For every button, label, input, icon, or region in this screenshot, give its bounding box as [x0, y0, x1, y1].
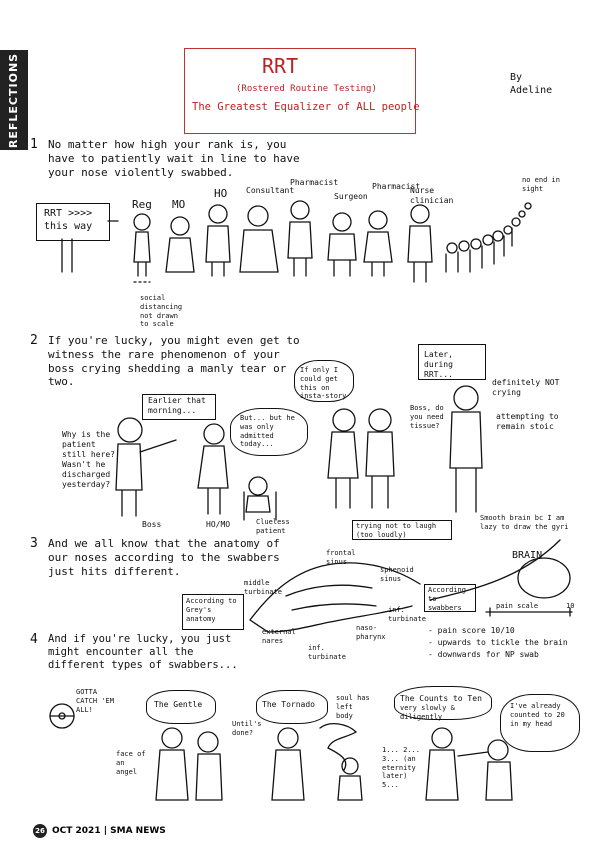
smooth-brain-note: Smooth brain bc I am lazy to draw the gyri [480, 514, 569, 531]
brain-label: BRAIN [512, 550, 543, 561]
tissue-speech: Boss, do you need tissue? [410, 404, 444, 430]
section-tab-label: REFLECTIONS [7, 52, 21, 148]
section-3-number: 3 [30, 536, 38, 551]
angel-note: face of an angel [116, 750, 146, 776]
role-ho: HO [214, 187, 228, 200]
role-nurse-clinician: Nurse clinician [410, 186, 454, 205]
section-4-text: And if you're lucky, you just might encounter all the different types of swabbers... [48, 633, 238, 672]
swabbers-label: According to swabbers [428, 586, 466, 612]
boss-speech: Why is the patient still here? Wasn't he discharged yesterday? [62, 430, 115, 489]
section-2-number: 2 [30, 333, 38, 348]
laugh-note: trying not to laugh (too loudly) [356, 522, 437, 539]
middle-turbinate-label: middle turbinate [244, 579, 282, 596]
note-upwards: - upwards to tickle the brain [428, 638, 568, 647]
role-pharmacist-1: Pharmacist [290, 178, 339, 187]
section-2-figures [116, 386, 482, 520]
frontal-sinus-label: frontal sinus [326, 549, 356, 566]
queue-figures [134, 201, 531, 282]
inf-turbinate-label-left: inf. turbinate [308, 644, 346, 661]
nose-anatomy-drawing [250, 540, 575, 632]
label-ho-mo: HO/MO [206, 520, 231, 529]
role-reg: Reg [132, 198, 152, 211]
issue-label: OCT 2021 | SMA NEWS [52, 826, 166, 836]
label-patient: Clueless patient [256, 518, 290, 535]
pain-scale-label: pain scale [496, 602, 539, 610]
ho-speech: But... but he was only admitted today... [240, 414, 295, 449]
role-mo: MO [172, 198, 186, 211]
role-consultant: Consultant [246, 186, 295, 195]
title-tagline: The Greatest Equalizer of ALL people [192, 101, 420, 113]
section-3-text: And we all know that the anatomy of our noses according to the swabbers just hits different. [48, 537, 280, 578]
queue-end-note: no end in sight [522, 176, 560, 193]
inf-turbinate-label-right: inf. turbinate [388, 606, 426, 623]
pain-scale-max: 10 [566, 602, 575, 610]
section-2-text: If you're lucky, you might even get to witness the rare phenomenon of your boss crying shedding a manly tear or two. [48, 334, 300, 389]
title-subtitle: (Rostered Routine Testing) [236, 84, 377, 94]
role-surgeon: Surgeon [334, 192, 368, 201]
sign-post [62, 221, 118, 272]
section-4-figures [156, 724, 512, 800]
rrt-sign-text: RRT >>>> this way [44, 208, 93, 232]
section-1-text: No matter how high your rank is, you have to patiently wait in line to have your nose violently swabbed. [48, 138, 300, 179]
pokeball-caption: GOTTA CATCH 'EM ALL! [76, 688, 114, 714]
thought-text: If only I could get this on insta-story [300, 366, 347, 401]
pokeball-icon [50, 704, 74, 728]
type-gentle: The Gentle [154, 700, 203, 709]
type-tornado: The Tornado [262, 700, 315, 709]
page-footer [33, 824, 166, 838]
title-main: RRT [262, 54, 299, 78]
role-pharmacist-2: Pharmacist [372, 182, 421, 191]
already-counted: I've already counted to 20 in my head [510, 702, 565, 728]
type-counts: The Counts to Ten [400, 694, 482, 703]
byline: By Adeline [510, 72, 553, 96]
nasopharynx-label: naso-pharynx [356, 624, 386, 641]
eternity-count: 1... 2... 3... (an eternity later) 5... [382, 746, 420, 789]
label-boss: Boss [142, 520, 162, 529]
social-distancing-note: social distancing not drawn to scale [140, 294, 183, 329]
earlier-text: Earlier that morning... [148, 396, 206, 415]
page-number: 26 [33, 824, 47, 838]
sphenoid-sinus-label: sphenoid sinus [380, 566, 414, 583]
not-crying-note: definitely NOT crying [492, 378, 560, 397]
external-nares-label: external nares [262, 628, 296, 645]
later-text: Later, during RRT... [424, 350, 453, 379]
stoic-note: attempting to remain stoic [496, 412, 559, 431]
gentle-question: Until's done? [232, 720, 262, 737]
counts-note: very slowly & diligently [400, 704, 455, 721]
note-pain-score: - pain score 10/10 [428, 626, 515, 635]
section-1-number: 1 [30, 137, 38, 152]
section-4-number: 4 [30, 632, 38, 647]
greys-anatomy-label: According to Grey's anatomy [186, 597, 237, 623]
soul-note: soul has left body [336, 694, 370, 720]
note-downwards: - downwards for NP swab [428, 650, 539, 659]
